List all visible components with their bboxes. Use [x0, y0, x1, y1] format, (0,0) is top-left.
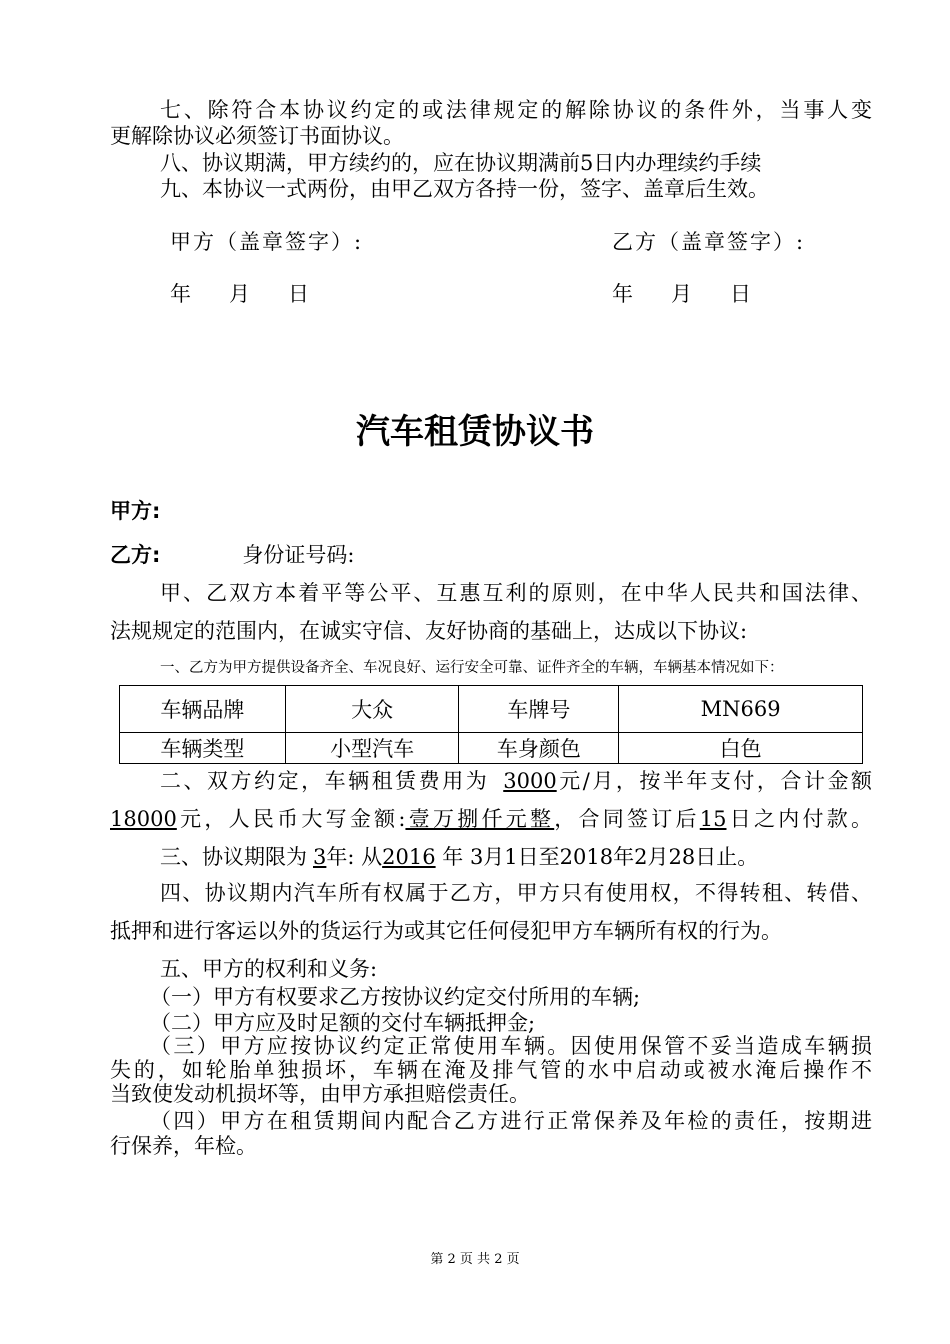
- table-cell: 车身颜色: [459, 733, 619, 764]
- month-label: 月: [671, 282, 692, 306]
- clause-5-3-line-2: 失的，如轮胎单独损坏，车辆在淹及排气管的水中启动或被水淹后操作不: [110, 1058, 872, 1082]
- monthly-fee: 3000: [503, 769, 557, 793]
- clause-5: 五、甲方的权利和义务:: [160, 957, 378, 981]
- clause-4-line-2: 抵押和进行客运以外的货运行为或其它任何侵犯甲方车辆所有权的行为。: [110, 919, 782, 943]
- table-cell: 车牌号: [459, 686, 619, 733]
- party-b-line: [110, 542, 872, 568]
- day-label: 日: [288, 282, 309, 306]
- intro-line-1: 甲、乙双方本着平等公平、互惠互利的原则，在中华人民共和国法律、: [160, 581, 872, 605]
- document-title: 汽车租赁协议书: [356, 412, 594, 452]
- year-label: 年: [170, 282, 191, 306]
- clause-5-3-line-3: 当致使发动机损坏等，由甲方承担赔偿责任。: [110, 1082, 530, 1106]
- clause-2-text: 元，人民币大写金额:: [176, 807, 406, 831]
- table-cell: 小型汽车: [285, 733, 459, 764]
- year-label: 年: [612, 282, 633, 306]
- clause-3-text: 年 3月1日至2018年2月28日止。: [435, 845, 759, 869]
- clause-2-line-1: [110, 768, 872, 794]
- party-b-date: [612, 281, 751, 307]
- clause-5-2: （二）甲方应及时足额的交付车辆抵押金;: [150, 1011, 536, 1035]
- clause-9: 九、本协议一式两份，由甲乙双方各持一份，签字、盖章后生效。: [160, 177, 769, 201]
- clause-5-4-line-1: （四）甲方在租赁期间内配合乙方进行正常保养及年检的责任，按期进: [150, 1109, 872, 1133]
- clause-3-text: 三、协议期限为: [160, 845, 307, 869]
- month-label: 月: [229, 282, 250, 306]
- clause-7-line-1: 七、除符合本协议约定的或法律规定的解除协议的条件外，当事人变: [160, 98, 872, 122]
- day-label: 日: [730, 282, 751, 306]
- clause-2-text: 日之内付款。: [726, 807, 873, 831]
- table-cell: 车辆类型: [120, 733, 286, 764]
- table-row: [120, 733, 863, 764]
- clause-3-text: 年: 从: [326, 845, 383, 869]
- total-amount: 18000: [110, 807, 177, 831]
- total-amount-words: 壹万捌仟元整: [405, 807, 555, 831]
- party-a-label: 甲方:: [110, 499, 161, 523]
- clause-5-4-line-2: 行保养，年检。: [110, 1134, 257, 1158]
- table-cell: 大众: [285, 686, 459, 733]
- clause-5-3-line-1: （三）甲方应按协议约定正常使用车辆。因使用保管不妥当造成车辆损: [150, 1034, 872, 1058]
- vehicle-info-table: [119, 685, 863, 764]
- start-year: 2016: [382, 845, 436, 869]
- table-cell: 车辆品牌: [120, 686, 286, 733]
- clause-2-text: 元/月，按半年支付，合计金额: [556, 769, 872, 793]
- payment-days: 15: [699, 807, 727, 831]
- party-a-signature-label: 甲方（盖章签字）:: [170, 230, 364, 254]
- party-a-date: [170, 281, 309, 307]
- clause-5-1: （一）甲方有权要求乙方按协议约定交付所用的车辆;: [150, 985, 641, 1009]
- intro-line-2: 法规规定的范围内，在诚实守信、友好协商的基础上，达成以下协议:: [110, 619, 748, 643]
- table-cell: 白色: [619, 733, 863, 764]
- table-cell: MN669: [619, 686, 863, 733]
- table-row: [120, 686, 863, 733]
- id-number-label: 身份证号码:: [242, 543, 355, 567]
- party-b-label: 乙方:: [110, 543, 161, 567]
- clause-3: [110, 844, 872, 870]
- term-years: 3: [313, 845, 327, 869]
- clause-4-line-1: 四、协议期内汽车所有权属于乙方，甲方只有使用权，不得转租、转借、: [160, 881, 872, 905]
- clause-2-text: 二、双方约定，车辆租赁费用为: [160, 769, 490, 793]
- clause-1: 一、乙方为甲方提供设备齐全、车况良好、运行安全可靠、证件齐全的车辆，车辆基本情况如下：: [160, 660, 784, 676]
- page-number: 第 2 页 共 2 页: [430, 1252, 520, 1267]
- party-b-signature-label: 乙方（盖章签字）:: [612, 230, 806, 254]
- clause-7-line-2: 更解除协议必须签订书面协议。: [110, 124, 404, 148]
- clause-8: 八、协议期满，甲方续约的，应在协议期满前5日内办理续约手续: [160, 151, 762, 175]
- clause-2-text: ，合同签订后: [554, 807, 700, 831]
- clause-2-line-2: [110, 806, 872, 832]
